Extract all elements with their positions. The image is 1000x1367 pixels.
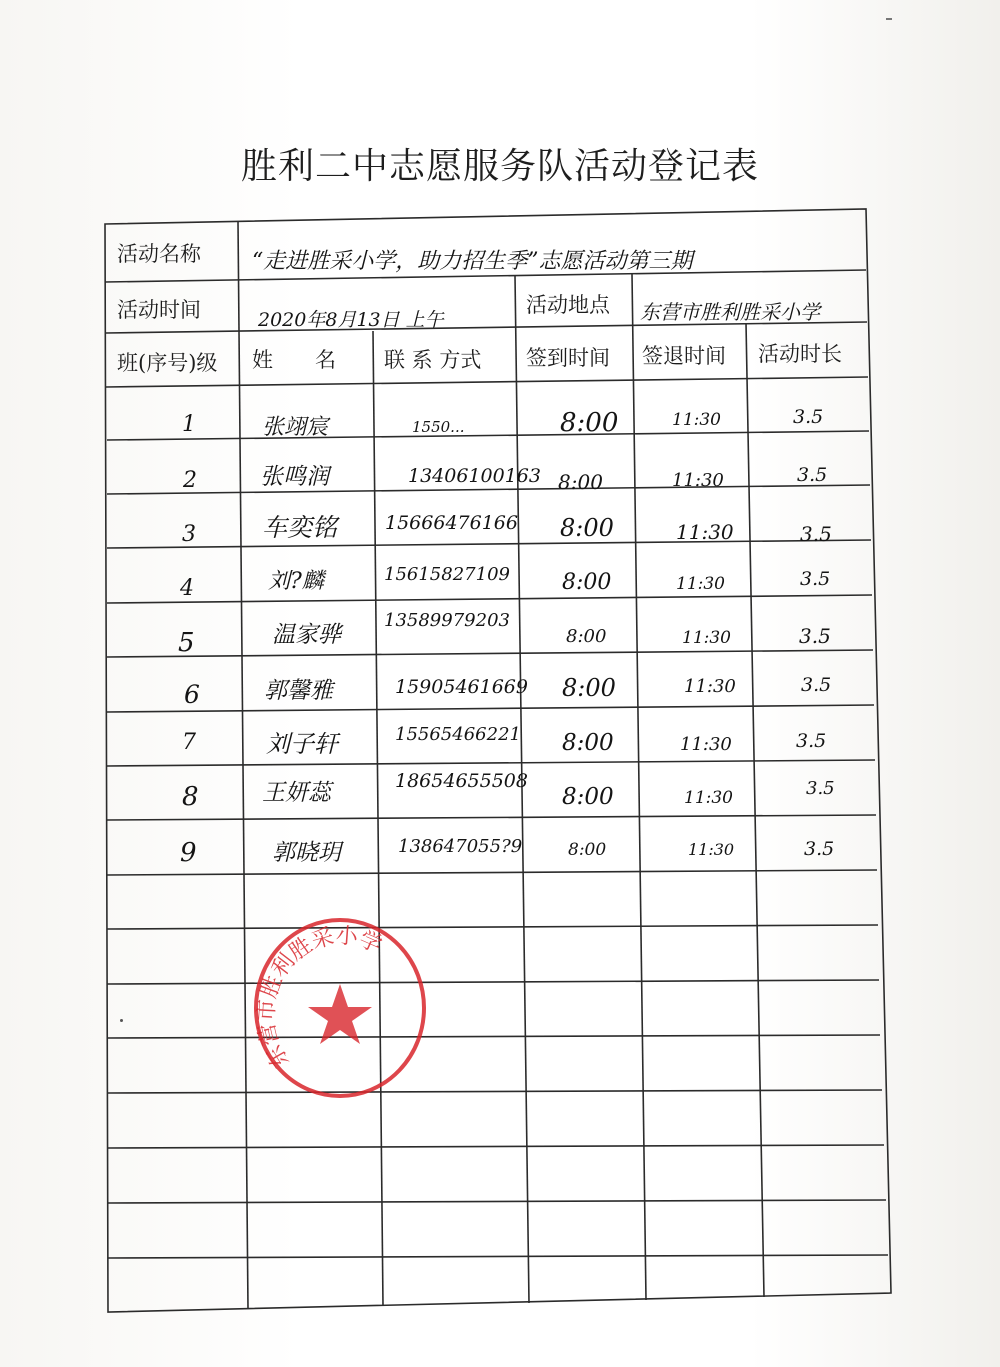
row-duration: 3.5 [799, 624, 831, 648]
row-sign-in: 8:00 [562, 674, 616, 702]
activity-time-value: 2020年8月13日 上午 [258, 309, 444, 331]
row-name: 王妍蕊 [262, 780, 331, 806]
row-duration: 3.5 [806, 778, 835, 799]
row-number: 6 [184, 680, 200, 709]
row-name: 张翊宸 [262, 415, 329, 440]
row-number: 7 [182, 730, 196, 755]
star-icon [308, 984, 372, 1044]
row-duration: 3.5 [804, 838, 835, 860]
row-number: 3 [182, 522, 196, 547]
row-name: 刘?麟 [268, 569, 324, 594]
seal-text: 东营市胜利胜采小学 [254, 923, 386, 1073]
row-number: 4 [180, 576, 194, 601]
official-seal [250, 912, 430, 1102]
row-duration: 3.5 [793, 406, 824, 428]
label-activity-time: 活动时间 [117, 298, 201, 322]
row-sign-out: 11:30 [680, 734, 732, 755]
row-sign-in: 8:00 [566, 626, 607, 647]
label-class: 班(序号)级 [117, 351, 218, 375]
row-sign-in: 8:00 [568, 840, 607, 860]
activity-place-value: 东营市胜利胜采小学 [640, 300, 820, 324]
row-phone: 15905461669 [395, 676, 528, 698]
label-sign-out: 签退时间 [642, 344, 726, 368]
row-name: 郭馨雅 [264, 678, 333, 704]
label-activity-place: 活动地点 [526, 293, 610, 317]
form-title: 胜利二中志愿服务队活动登记表 [240, 146, 759, 187]
row-phone: 13589979203 [384, 610, 510, 631]
row-phone: 13406100163 [408, 465, 541, 487]
row-sign-in: 8:00 [562, 570, 612, 595]
label-duration: 活动时长 [758, 342, 842, 366]
row-phone: 18654655508 [395, 770, 528, 792]
row-name: 温家骅 [272, 622, 341, 648]
row-sign-out: 11:30 [672, 470, 724, 491]
row-sign-in: 8:00 [562, 730, 614, 756]
row-number: 1 [182, 412, 196, 437]
svg-text:东营市胜利胜采小学 [254, 924, 385, 1073]
row-sign-out: 11:30 [676, 574, 725, 594]
row-sign-out: 11:30 [682, 628, 731, 648]
row-sign-out: 11:30 [688, 840, 735, 859]
row-sign-in: 8:00 [562, 784, 614, 810]
row-phone: 1550... [412, 418, 465, 436]
row-duration: 3.5 [800, 568, 831, 590]
activity-name-value: “走进胜采小学，助力招生季”志愿活动第三期 [252, 249, 693, 274]
row-name: 刘子轩 [266, 730, 338, 758]
row-phone: 15666476166 [385, 512, 518, 534]
row-name: 郭晓玥 [272, 840, 341, 866]
label-name: 姓 名 [252, 348, 336, 372]
row-duration: 3.5 [800, 522, 832, 546]
stray-dot [120, 1019, 123, 1022]
row-sign-in: 8:00 [560, 514, 614, 542]
row-phone: 138647055?9 [398, 836, 523, 857]
row-sign-out: 11:30 [672, 410, 721, 430]
label-contact: 联 系 方式 [384, 348, 482, 372]
row-sign-in: 8:00 [558, 470, 603, 494]
row-sign-out: 11:30 [676, 520, 734, 544]
row-name: 车奕铭 [262, 513, 338, 542]
row-number: 8 [182, 782, 199, 812]
row-name: 张鸣润 [260, 464, 329, 490]
row-number: 2 [183, 468, 197, 493]
row-phone: 15615827109 [384, 564, 510, 585]
row-sign-out: 11:30 [684, 788, 733, 808]
label-activity-name: 活动名称 [117, 242, 201, 266]
row-sign-out: 11:30 [684, 676, 736, 697]
row-sign-in: 8:00 [560, 408, 619, 438]
row-number: 5 [178, 628, 195, 658]
row-duration: 3.5 [797, 464, 828, 486]
row-duration: 3.5 [801, 674, 832, 696]
row-duration: 3.5 [796, 730, 827, 752]
label-sign-in: 签到时间 [526, 346, 610, 370]
row-number: 9 [180, 838, 197, 868]
row-phone: 15565466221 [395, 724, 521, 745]
